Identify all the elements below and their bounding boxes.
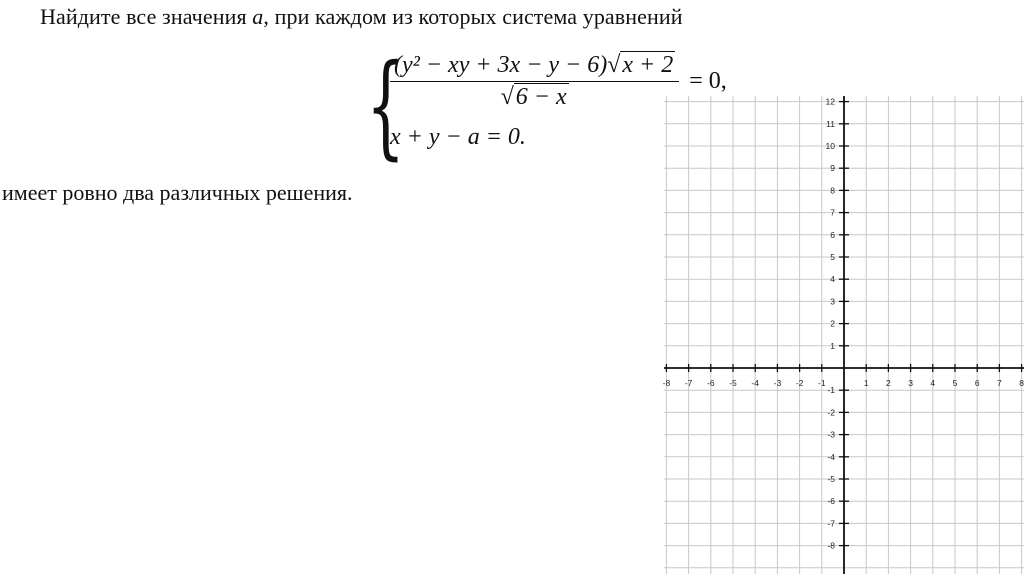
x-tick-label: 6 <box>974 378 980 388</box>
y-tick-label: 6 <box>830 229 835 240</box>
y-tick-label: 10 <box>825 141 835 151</box>
y-tick-label: -8 <box>827 540 835 551</box>
x-tick-label: -1 <box>818 378 826 388</box>
title-text-after: , при каждом из которых система уравнений <box>263 4 683 29</box>
x-tick-label: -5 <box>729 378 737 388</box>
y-tick-label: 3 <box>830 296 835 307</box>
y-tick-label: 5 <box>830 252 835 262</box>
x-tick-label: 3 <box>908 378 913 388</box>
y-tick-label: -7 <box>827 518 835 529</box>
fraction-denominator <box>390 82 679 111</box>
x-tick-label: 7 <box>997 378 1002 388</box>
x-tick-label: 2 <box>886 378 891 388</box>
equation-1-fraction <box>390 52 679 111</box>
numerator-radicand: x + 2 <box>622 52 674 78</box>
y-tick-label: 2 <box>830 318 835 329</box>
y-tick-label: -1 <box>827 385 835 396</box>
y-tick-label: 8 <box>830 185 835 196</box>
y-tick-label: 1 <box>830 340 835 351</box>
x-tick-label: -7 <box>684 378 693 388</box>
problem-statement-tail: имеет ровно два различных решения. <box>2 180 353 205</box>
y-tick-label: -4 <box>827 451 835 462</box>
x-tick-label: -2 <box>795 378 804 388</box>
y-tick-label: 9 <box>830 163 835 174</box>
y-tick-label: -5 <box>827 474 835 484</box>
problem-statement-title <box>40 4 683 30</box>
x-tick-label: -8 <box>662 378 671 388</box>
denominator-sqrt: √6 − x <box>500 84 567 110</box>
x-tick-label: 8 <box>1019 378 1024 388</box>
x-tick-label: -4 <box>751 378 759 388</box>
y-tick-label: 4 <box>830 274 835 285</box>
x-tick-label: -6 <box>707 378 715 388</box>
y-tick-label: 7 <box>830 207 835 218</box>
numerator-polynomial: (y² − xy + 3x − y − 6) <box>394 52 608 78</box>
coordinate-grid <box>664 96 1024 574</box>
y-tick-label: -2 <box>827 407 835 418</box>
x-tick-label: 5 <box>952 378 958 388</box>
x-tick-label: 1 <box>863 378 869 388</box>
system-brace: { <box>366 41 406 171</box>
y-tick-label: -6 <box>827 496 835 507</box>
fraction-numerator <box>390 52 679 82</box>
coordinate-grid-svg <box>664 96 1024 574</box>
title-text-before: Найдите все значения <box>40 4 253 29</box>
x-tick-label: 4 <box>930 378 936 388</box>
y-tick-label: 11 <box>826 118 835 129</box>
parameter-a: a <box>252 4 264 29</box>
equation-2: x + y − a = 0. <box>390 124 526 150</box>
numerator-sqrt: √x + 2 <box>607 52 674 78</box>
y-tick-label: 12 <box>825 96 835 107</box>
x-tick-label: -3 <box>773 378 782 388</box>
y-tick-label: -3 <box>827 429 835 440</box>
denominator-radicand: 6 − x <box>515 84 567 110</box>
equation-1-rhs: = 0, <box>689 68 727 94</box>
